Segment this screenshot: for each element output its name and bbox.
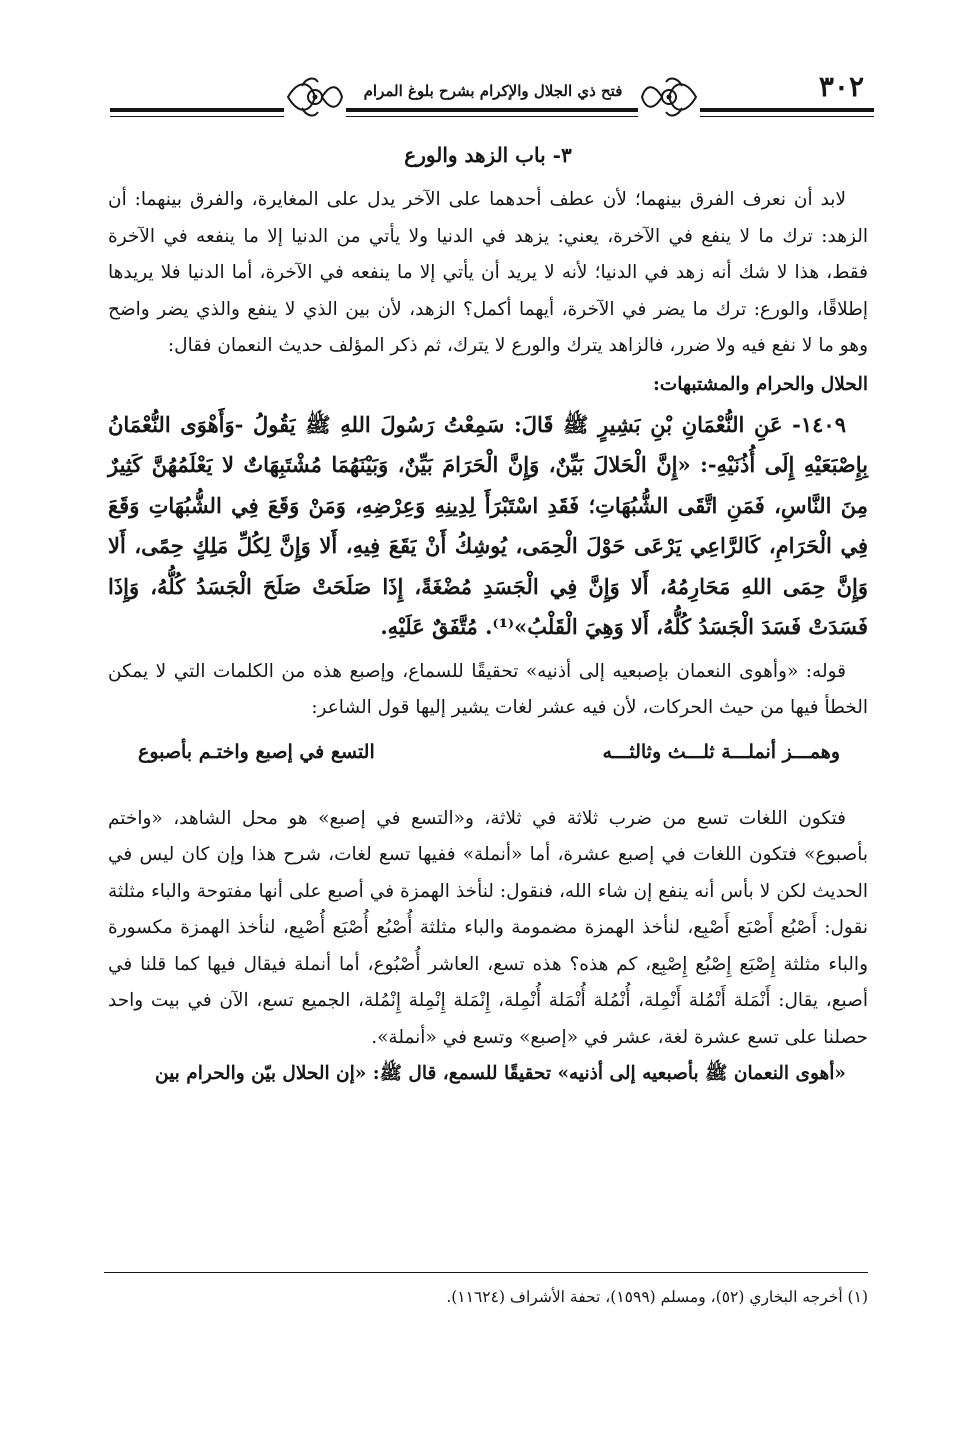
book-title: فتح ذي الجلال والإكرام بشرح بلوغ المرام <box>348 80 638 102</box>
header-rule-thin <box>110 116 874 117</box>
poem-verse <box>138 733 840 771</box>
poem-second-hemistich: التسع في إصبع واختـم بأصبوع <box>138 740 375 763</box>
footnote-rule <box>104 1272 868 1273</box>
header-rule-thick <box>110 108 874 112</box>
footnote: (١) أخرجه البخاري (٥٢)، ومسلم (١٥٩٩)، تحفة الأشراف (١١٦٢٤). <box>446 1288 868 1306</box>
poem-first-hemistich: وهمـــز أنملـــة ثلـــث وثالثـــه <box>602 740 840 763</box>
explanation-paragraph: فتكون اللغات تسع من ضرب ثلاثة في ثلاثة، و«التسع في إصبع» هو محل الشاهد، «واختم بأصبوع» فتكون اللغات في إصبع عشرة، أما «أنملة» ففيها تسع لغات، شرح هذا وإن كان ليس في الحديث لكن لا بأس أنه ينفع إن شاء الله، فنقول: لنأخذ الهمزة في أصبع على أنها مفتوحة والباء مثلثة نقول: أَصْبُع أَصْبَع أَصْبِع، لنأخذ الهمزة مضمومة والباء مثلثة أُصْبُع أُصْبَع أُصْبِع، لنأخذ الهمزة مكسورة والباء مثلثة إِصْبَع إِصْبُع إِصْبِع، كم هذه؟ هذه تسع، العاشر أُصْبُوع، أما أنملة فيقال فيها كما قلنا في أصبع، يقال: أَنْمَلة أَنْمُلة أَنْمِلة، أُنْمُلة أُنْمَلة أُنْمِلة، إِنْمَلة إِنْمِلة إِنْمُلة، الجميع تسع، الآن في بيت واحد حصلنا على تسع عشرة لغة، عشر في «إصبع» وتسع في «أنملة». <box>108 807 868 1048</box>
section-heading: الحلال والحرام والمشتبهات: <box>652 373 868 395</box>
chapter-title: ٣- باب الزهد والورع <box>404 143 572 167</box>
running-header <box>110 68 874 124</box>
main-text <box>108 140 868 1093</box>
left-ornament-icon <box>284 74 346 120</box>
intro-paragraph: لابد أن نعرف الفرق بينهما؛ لأن عطف أحدهما على الآخر يدل على المغايرة، والفرق بينهما: أن الزهد: ترك ما لا ينفع في الآخرة، يعني: يزهد في الدنيا ولا يأتي من الدنيا إلا ما ينفعه في الآخرة فقط، هذا لا شك أنه زهد في الدنيا؛ لأنه لا يريد أن يأتي إلا ما ينفعه في الآخرة، أما الدنيا فلا يريدها إطلاقًا، والورع: ترك ما يضر في الآخرة، أيهما أكمل؟ الزهد، لأن بين الذي لا ينفع والذي يضر واضح وهو ما لا نفع فيه ولا ضرر، فالزاهد يترك والورع لا يترك، ثم ذكر المؤلف حديث النعمان فقال: <box>108 189 868 356</box>
right-ornament-icon <box>638 74 700 120</box>
commentary-paragraph: قوله: «وأهوى النعمان بإصبعيه إلى أذنيه» تحقيقًا للسماع، وإصبع هذه من الكلمات التي لا يمكن الخطأ فيها من حيث الحركات، لأن فيه عشر لغات يشير إليها قول الشاعر: <box>108 660 868 718</box>
continuation-line: «أهوى النعمان ﷺ بأصبعيه إلى أذنيه» تحقيقًا للسمع، قال ﷺ: «إن الحلال بيّن والحرام بين <box>155 1063 846 1084</box>
page-number: ٣٠٢ <box>813 70 870 103</box>
hadith-text: ١٤٠٩- عَنِ النُّعْمَانِ بْنِ بَشِيرٍ ﷺ قَالَ: سَمِعْتُ رَسُولَ اللهِ ﷺ يَقُولُ -وَأَهْوَى النُّعْمَانُ بِإِصْبَعَيْهِ إِلَى أُذُنَيْهِ-: «إِنَّ الْحَلالَ بَيِّنٌ، وَإِنَّ الْحَرَامَ بَيِّنٌ، وَبَيْنَهُمَا مُشْتَبِهَاتٌ لا يَعْلَمُهُنَّ كَثِيرٌ مِنَ النَّاسِ، فَمَنِ اتَّقَى الشُّبُهَاتِ؛ فَقَدِ اسْتَبْرَأَ لِدِينِهِ وَعِرْضِهِ، وَمَنْ وَقَعَ فِي الشُّبُهَاتِ وَقَعَ فِي الْحَرَامِ، كَالرَّاعِي يَرْعَى حَوْلَ الْحِمَى، يُوشِكُ أَنْ يَقَعَ فِيهِ، أَلا وَإِنَّ لِكُلِّ مَلِكٍ حِمًى، أَلا وَإِنَّ حِمَى اللهِ مَحَارِمُهُ، أَلا وَإِنَّ فِي الْجَسَدِ مُضْغَةً، إِذَا صَلَحَتْ صَلَحَ الْجَسَدُ كُلُّهُ، وَإِذَا فَسَدَتْ فَسَدَ الْجَسَدُ كُلُّهُ، أَلا وَهِيَ الْقَلْبُ»⁽¹⁾. مُتَّفَقٌ عَلَيْهِ. <box>108 411 868 639</box>
